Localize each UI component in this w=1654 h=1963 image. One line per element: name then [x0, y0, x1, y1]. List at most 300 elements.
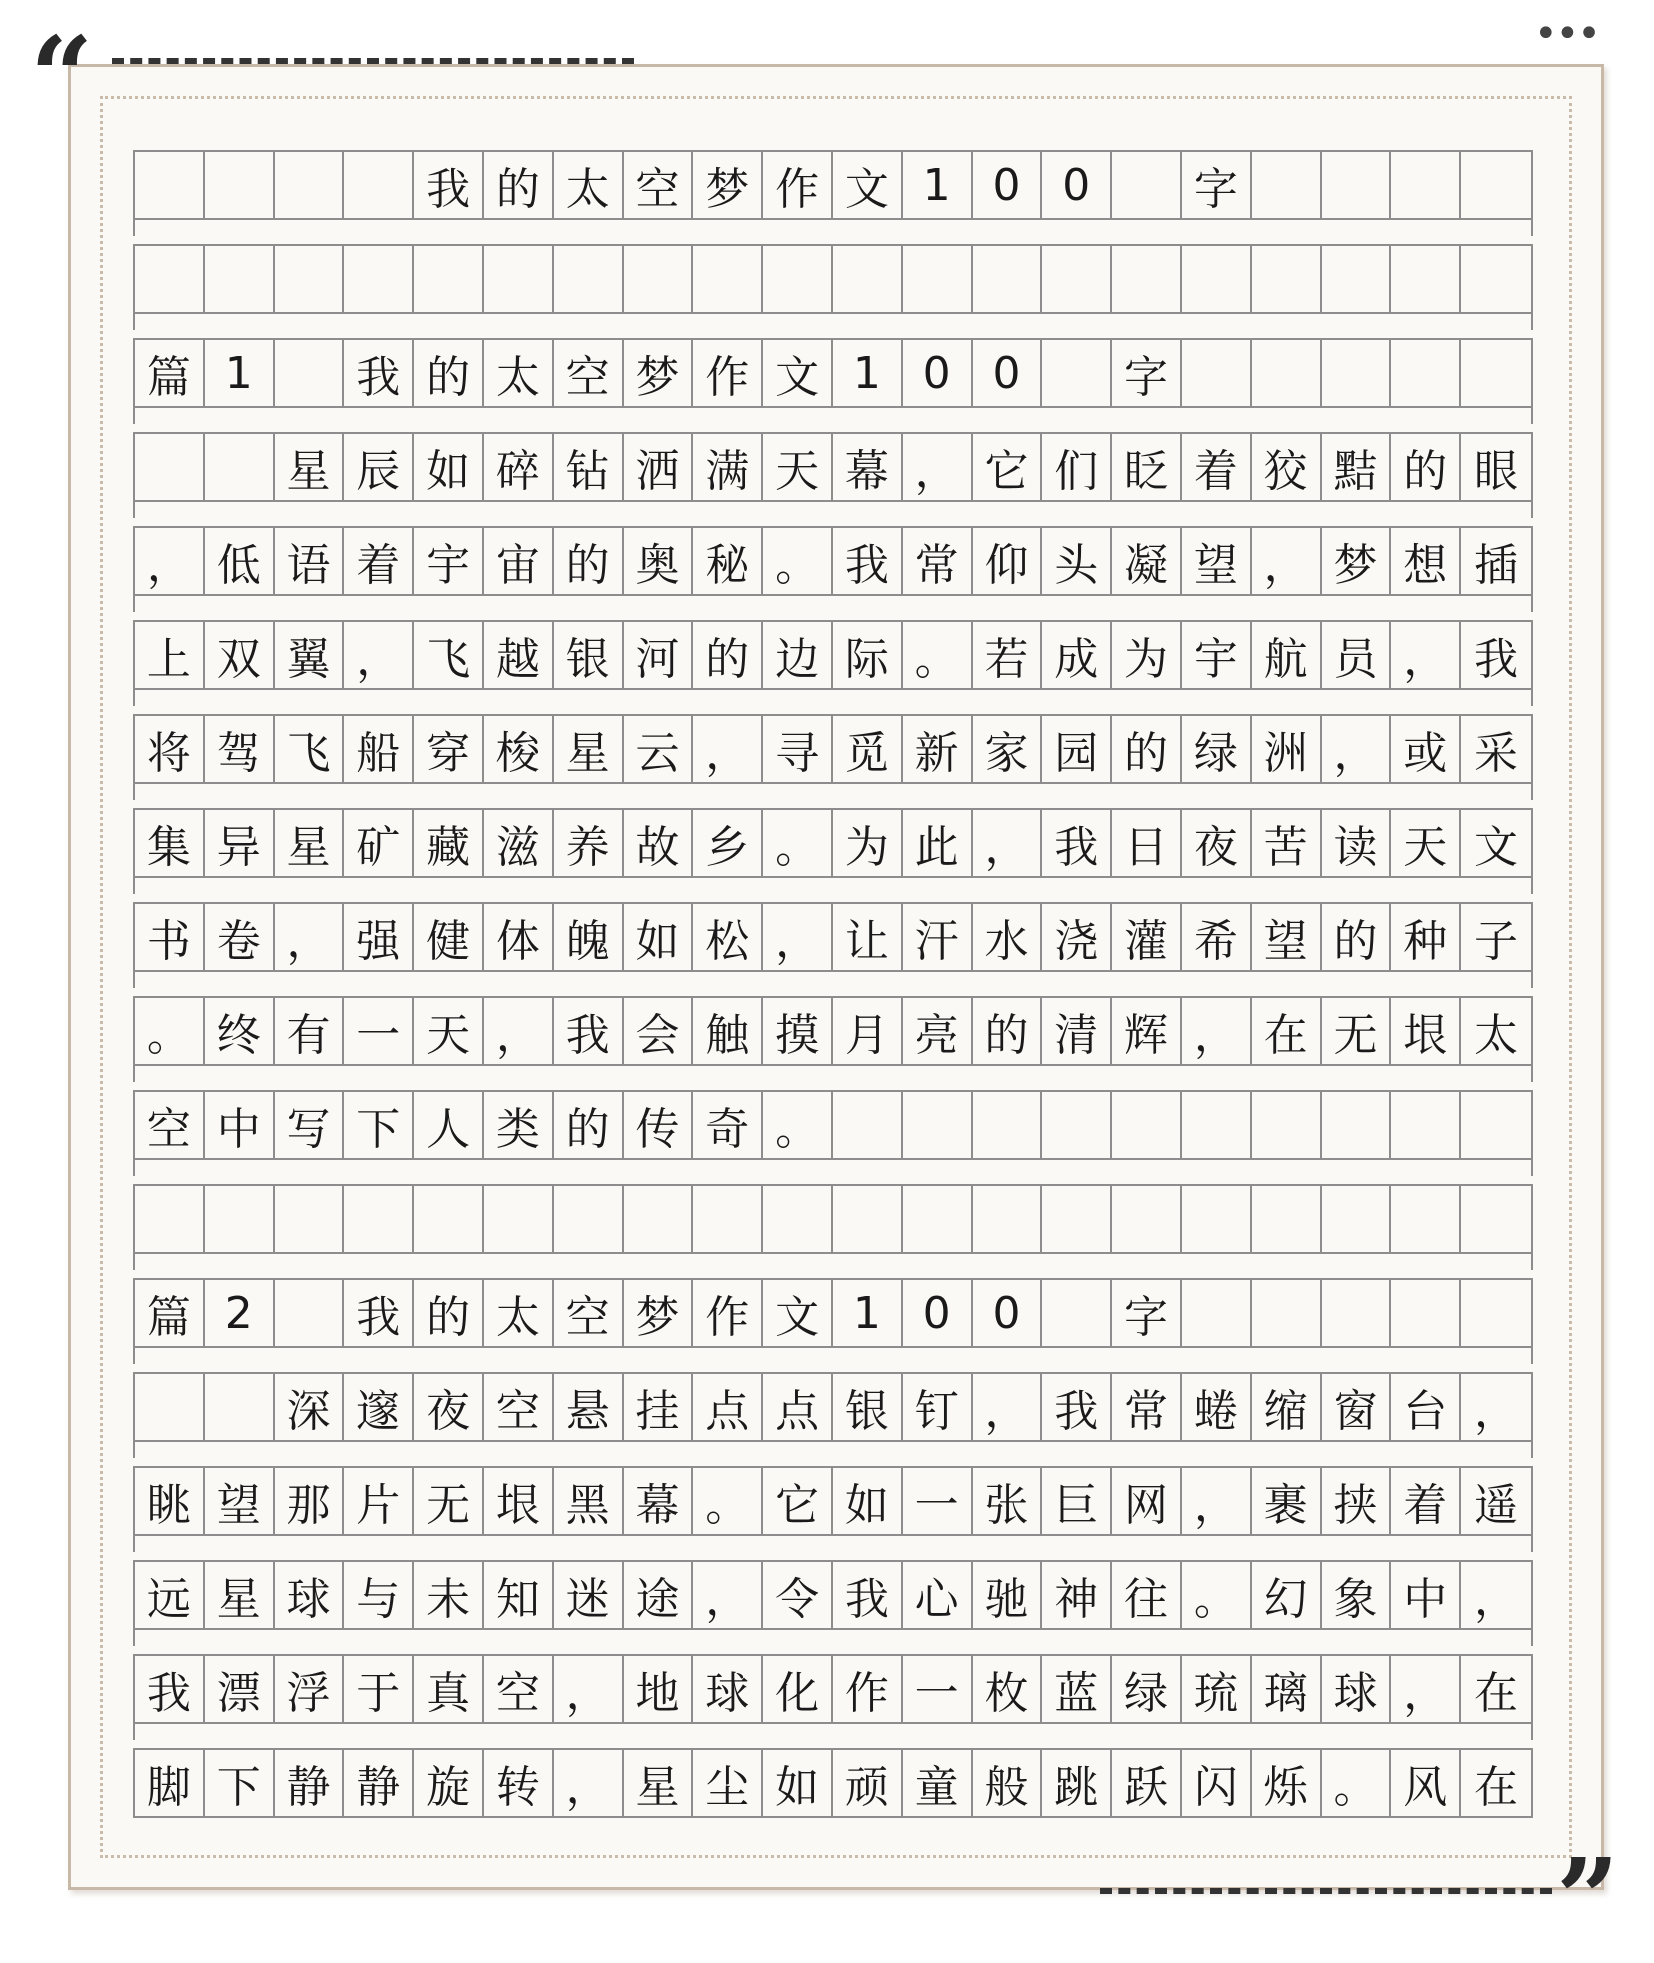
- row-gap: [133, 878, 1533, 894]
- grid-cell: 。: [693, 1468, 763, 1534]
- grid-cell: 文: [763, 1280, 833, 1346]
- grid-cell: 的: [414, 1280, 484, 1346]
- grid-cell: 浮: [275, 1656, 345, 1722]
- grid-cell: [1252, 1092, 1322, 1158]
- grid-row: [133, 338, 1533, 408]
- grid-cell: 台: [1391, 1374, 1461, 1440]
- grid-row: [133, 1748, 1533, 1818]
- grid-cell: [763, 1186, 833, 1252]
- grid-cell: [1252, 152, 1322, 218]
- grid-cell: 我: [554, 998, 624, 1064]
- grid-cell: 滋: [484, 810, 554, 876]
- grid-cell: 常: [903, 528, 973, 594]
- grid-cell: 窗: [1322, 1374, 1392, 1440]
- grid-cell: 会: [624, 998, 694, 1064]
- grid-row: [133, 808, 1533, 878]
- grid-cell: [135, 1374, 205, 1440]
- grid-cell: 日: [1112, 810, 1182, 876]
- grid-cell: 们: [1042, 434, 1112, 500]
- grid-cell: 绿: [1112, 1656, 1182, 1722]
- grid-cell: 童: [903, 1750, 973, 1816]
- grid-cell: 常: [1112, 1374, 1182, 1440]
- grid-cell: ，: [1182, 998, 1252, 1064]
- grid-cell: 挂: [624, 1374, 694, 1440]
- grid-cell: 夜: [414, 1374, 484, 1440]
- grid-cell: [973, 1092, 1043, 1158]
- grid-cell: ，: [344, 622, 414, 688]
- grid-cell: 着: [344, 528, 414, 594]
- grid-cell: ，: [973, 810, 1043, 876]
- grid-cell: 矿: [344, 810, 414, 876]
- grid-cell: 让: [833, 904, 903, 970]
- dashed-line-bottom: [1100, 1888, 1552, 1894]
- grid-cell: 幻: [1252, 1562, 1322, 1628]
- row-gap: [133, 314, 1533, 330]
- row-gap: [133, 220, 1533, 236]
- dashed-line-top: [112, 58, 634, 64]
- grid-cell: [1252, 1280, 1322, 1346]
- grid-cell: 令: [763, 1562, 833, 1628]
- grid-cell: 宙: [484, 528, 554, 594]
- grid-cell: [205, 434, 275, 500]
- grid-cell: 如: [833, 1468, 903, 1534]
- grid-cell: [1461, 246, 1531, 312]
- grid-cell: [135, 152, 205, 218]
- grid-cell: 我: [1042, 810, 1112, 876]
- grid-cell: 作: [833, 1656, 903, 1722]
- grid-cell: 上: [135, 622, 205, 688]
- grid-row: [133, 1184, 1533, 1254]
- grid-cell: [1322, 340, 1392, 406]
- grid-cell: [1252, 1186, 1322, 1252]
- row-gap: [133, 408, 1533, 424]
- grid-cell: 钻: [554, 434, 624, 500]
- grid-cell: [1182, 1280, 1252, 1346]
- grid-cell: 途: [624, 1562, 694, 1628]
- grid-cell: 。: [763, 810, 833, 876]
- grid-cell: 语: [275, 528, 345, 594]
- grid-cell: 篇: [135, 1280, 205, 1346]
- grid-cell: 张: [973, 1468, 1043, 1534]
- grid-cell: 。: [135, 998, 205, 1064]
- grid-cell: 我: [1474, 634, 1519, 685]
- grid-cell: 我: [135, 1656, 205, 1722]
- grid-cell: [344, 246, 414, 312]
- grid-cell: 我: [414, 152, 484, 218]
- grid-cell: 0: [903, 340, 973, 406]
- grid-cell: [205, 246, 275, 312]
- grid-cell: ，: [1322, 716, 1392, 782]
- grid-cell: [833, 1092, 903, 1158]
- grid-cell: 家: [973, 716, 1043, 782]
- grid-cell: 0: [1042, 152, 1112, 218]
- grid-cell: [135, 246, 205, 312]
- grid-cell: 觅: [833, 716, 903, 782]
- grid-cell: 的: [1391, 434, 1461, 500]
- grid-cell: 的: [693, 622, 763, 688]
- grid-cell: [1461, 1092, 1531, 1158]
- grid-cell: [554, 1186, 624, 1252]
- grid-cell: 有: [275, 998, 345, 1064]
- grid-cell: 0: [973, 152, 1043, 218]
- grid-cell: 集: [135, 810, 205, 876]
- grid-cell: 狡: [1252, 434, 1322, 500]
- grid-cell: [1252, 340, 1322, 406]
- grid-cell: 点: [693, 1374, 763, 1440]
- grid-cell: 太: [554, 152, 624, 218]
- grid-cell: ，: [554, 1750, 624, 1816]
- grid-cell: ，: [275, 904, 345, 970]
- grid-cell: 人: [414, 1092, 484, 1158]
- grid-cell: 化: [763, 1656, 833, 1722]
- grid-cell: 眼: [1474, 446, 1519, 497]
- grid-cell: 下: [205, 1750, 275, 1816]
- grid-cell: 双: [205, 622, 275, 688]
- grid-cell: 作: [693, 340, 763, 406]
- grid-cell: 藏: [414, 810, 484, 876]
- grid-cell: [1112, 1186, 1182, 1252]
- grid-cell: 太: [484, 1280, 554, 1346]
- grid-cell: 太: [1474, 1010, 1519, 1061]
- grid-cell: ，: [693, 1562, 763, 1628]
- grid-cell: 琉: [1182, 1656, 1252, 1722]
- grid-cell: 我: [344, 340, 414, 406]
- grid-cell: 中: [1391, 1562, 1461, 1628]
- grid-cell: 空: [554, 1280, 624, 1346]
- grid-cell: 月: [833, 998, 903, 1064]
- grid-row: [133, 1090, 1533, 1160]
- grid-cell: 触: [693, 998, 763, 1064]
- grid-cell: 灌: [1112, 904, 1182, 970]
- grid-cell: [1112, 1092, 1182, 1158]
- grid-cell: ，: [1391, 1656, 1461, 1722]
- grid-cell: 边: [763, 622, 833, 688]
- grid-cell: 无: [1322, 998, 1392, 1064]
- grid-cell: 奇: [693, 1092, 763, 1158]
- grid-cell: [973, 246, 1043, 312]
- grid-cell: 知: [484, 1562, 554, 1628]
- grid-cell: 无: [414, 1468, 484, 1534]
- row-gap: [133, 1724, 1533, 1740]
- grid-cell: [1391, 152, 1461, 218]
- grid-cell: 梦: [1322, 528, 1392, 594]
- grid-row: [133, 1372, 1533, 1442]
- grid-cell: [205, 152, 275, 218]
- grid-cell: 跳: [1042, 1750, 1112, 1816]
- grid-cell: 养: [554, 810, 624, 876]
- grid-cell: [1042, 1280, 1112, 1346]
- grid-cell: 辰: [344, 434, 414, 500]
- grid-cell: [763, 246, 833, 312]
- grid-cell: 空: [484, 1656, 554, 1722]
- row-gap: [133, 784, 1533, 800]
- grid-cell: 健: [414, 904, 484, 970]
- grid-cell: 空: [624, 152, 694, 218]
- grid-cell: 亮: [903, 998, 973, 1064]
- grid-cell: 云: [624, 716, 694, 782]
- grid-cell: 奥: [624, 528, 694, 594]
- grid-cell: 1: [903, 152, 973, 218]
- grid-cell: 文: [1474, 822, 1519, 873]
- grid-cell: [1182, 1186, 1252, 1252]
- grid-cell: [1461, 1280, 1531, 1346]
- grid-cell: [1461, 152, 1531, 218]
- grid-cell: 眺: [135, 1468, 205, 1534]
- grid-cell: 驰: [973, 1562, 1043, 1628]
- grid-cell: 故: [624, 810, 694, 876]
- grid-cell: ，: [973, 1374, 1043, 1440]
- grid-cell: 黠: [1322, 434, 1392, 500]
- manuscript-grid: [133, 150, 1533, 1813]
- grid-cell: [414, 1186, 484, 1252]
- grid-cell: 邃: [344, 1374, 414, 1440]
- grid-cell: [1042, 1186, 1112, 1252]
- grid-cell: 空: [554, 340, 624, 406]
- grid-cell: 。: [763, 528, 833, 594]
- grid-cell: 地: [624, 1656, 694, 1722]
- grid-cell: ，: [903, 434, 973, 500]
- grid-cell: 如: [414, 434, 484, 500]
- grid-cell: [833, 246, 903, 312]
- grid-cell: 眨: [1112, 434, 1182, 500]
- grid-cell: [344, 1186, 414, 1252]
- grid-cell: 摸: [763, 998, 833, 1064]
- grid-cell: [1391, 246, 1461, 312]
- grid-cell: 一: [903, 1656, 973, 1722]
- grid-cell: 的: [484, 152, 554, 218]
- grid-cell: 松: [693, 904, 763, 970]
- grid-cell: 垠: [484, 1468, 554, 1534]
- grid-cell: 洲: [1252, 716, 1322, 782]
- grid-cell: ，: [484, 998, 554, 1064]
- grid-cell: [344, 152, 414, 218]
- grid-cell: 传: [624, 1092, 694, 1158]
- grid-cell: 字: [1112, 340, 1182, 406]
- row-gap: [133, 972, 1533, 988]
- grid-row: [133, 996, 1533, 1066]
- grid-cell: [693, 1186, 763, 1252]
- grid-cell: 梦: [624, 1280, 694, 1346]
- grid-cell: [1391, 1280, 1461, 1346]
- grid-cell: 异: [205, 810, 275, 876]
- grid-cell: [1322, 246, 1392, 312]
- grid-cell: 低: [205, 528, 275, 594]
- grid-cell: [1182, 246, 1252, 312]
- open-quote-icon: “: [30, 12, 94, 141]
- grid-cell: ，: [1252, 528, 1322, 594]
- grid-cell: [1112, 246, 1182, 312]
- grid-cell: 书: [135, 904, 205, 970]
- grid-cell: [275, 152, 345, 218]
- grid-cell: [903, 1092, 973, 1158]
- grid-cell: 字: [1112, 1280, 1182, 1346]
- grid-cell: 想: [1391, 528, 1461, 594]
- grid-cell: 若: [973, 622, 1043, 688]
- grid-cell: 0: [973, 1280, 1043, 1346]
- row-gap: [133, 1348, 1533, 1364]
- grid-cell: 苦: [1252, 810, 1322, 876]
- grid-cell: 转: [484, 1750, 554, 1816]
- grid-row: [133, 1278, 1533, 1348]
- grid-cell: 宇: [1182, 622, 1252, 688]
- grid-cell: 中: [205, 1092, 275, 1158]
- grid-cell: 静: [344, 1750, 414, 1816]
- grid-cell: 在: [1474, 1668, 1519, 1719]
- grid-cell: 在: [1474, 1762, 1519, 1813]
- grid-cell: [1322, 1280, 1392, 1346]
- grid-cell: 梦: [693, 152, 763, 218]
- grid-row: [133, 1560, 1533, 1630]
- grid-cell: [833, 1186, 903, 1252]
- grid-cell: 天: [763, 434, 833, 500]
- close-quote-icon: ”: [1556, 1834, 1620, 1963]
- grid-cell: 悬: [554, 1374, 624, 1440]
- grid-cell: ，: [693, 716, 763, 782]
- grid-cell: ，: [554, 1656, 624, 1722]
- grid-cell: [624, 246, 694, 312]
- grid-cell: 片: [344, 1468, 414, 1534]
- grid-cell: 远: [135, 1562, 205, 1628]
- grid-cell: 1: [205, 340, 275, 406]
- grid-cell: 梦: [624, 340, 694, 406]
- row-gap: [133, 596, 1533, 612]
- grid-cell: 星: [275, 434, 345, 500]
- grid-cell: [1182, 1092, 1252, 1158]
- grid-cell: 2: [205, 1280, 275, 1346]
- grid-cell: 终: [205, 998, 275, 1064]
- grid-cell: [1112, 152, 1182, 218]
- grid-cell: 一: [903, 1468, 973, 1534]
- grid-cell: 成: [1042, 622, 1112, 688]
- grid-cell: 水: [973, 904, 1043, 970]
- grid-cell: 我: [833, 1562, 903, 1628]
- grid-cell: 洒: [624, 434, 694, 500]
- grid-cell: 类: [484, 1092, 554, 1158]
- grid-cell: 幕: [624, 1468, 694, 1534]
- grid-cell: [624, 1186, 694, 1252]
- grid-cell: 星: [275, 810, 345, 876]
- grid-cell: 希: [1182, 904, 1252, 970]
- grid-cell: 缩: [1252, 1374, 1322, 1440]
- grid-cell: 望: [1252, 904, 1322, 970]
- row-gap: [133, 1630, 1533, 1646]
- row-gap: [133, 1066, 1533, 1082]
- grid-cell: 仰: [973, 528, 1043, 594]
- grid-cell: 的: [554, 1092, 624, 1158]
- grid-cell: 卷: [205, 904, 275, 970]
- grid-cell: 写: [275, 1092, 345, 1158]
- grid-cell: 垠: [1391, 998, 1461, 1064]
- grid-cell: 飞: [275, 716, 345, 782]
- grid-cell: [1042, 246, 1112, 312]
- grid-cell: 象: [1322, 1562, 1392, 1628]
- grid-cell: [973, 1186, 1043, 1252]
- grid-cell: 我: [1042, 1374, 1112, 1440]
- grid-cell: 我: [344, 1280, 414, 1346]
- grid-cell: 为: [833, 810, 903, 876]
- grid-cell: 风: [1391, 1750, 1461, 1816]
- grid-cell: 星: [554, 716, 624, 782]
- grid-cell: 际: [833, 622, 903, 688]
- grid-cell: 子: [1474, 916, 1519, 967]
- grid-cell: 星: [624, 1750, 694, 1816]
- grid-cell: [693, 246, 763, 312]
- grid-cell: 真: [414, 1656, 484, 1722]
- grid-cell: 脚: [135, 1750, 205, 1816]
- grid-cell: [205, 1186, 275, 1252]
- grid-cell: 驾: [205, 716, 275, 782]
- grid-cell: 清: [1042, 998, 1112, 1064]
- row-gap: [133, 1254, 1533, 1270]
- grid-cell: 巨: [1042, 1468, 1112, 1534]
- grid-row: [133, 526, 1533, 596]
- grid-cell: ，: [763, 904, 833, 970]
- grid-cell: 烁: [1252, 1750, 1322, 1816]
- grid-cell: 遥: [1474, 1480, 1519, 1531]
- grid-cell: 。: [1182, 1562, 1252, 1628]
- grid-cell: [275, 1186, 345, 1252]
- grid-cell: 与: [344, 1562, 414, 1628]
- grid-cell: [414, 246, 484, 312]
- grid-cell: 的: [1322, 904, 1392, 970]
- grid-cell: 浇: [1042, 904, 1112, 970]
- grid-cell: ，: [1182, 1468, 1252, 1534]
- more-icon[interactable]: •••: [1534, 11, 1599, 57]
- grid-cell: 那: [275, 1468, 345, 1534]
- grid-cell: [1322, 152, 1392, 218]
- grid-cell: [135, 1186, 205, 1252]
- grid-cell: 的: [973, 998, 1043, 1064]
- grid-cell: 空: [484, 1374, 554, 1440]
- grid-cell: 乡: [693, 810, 763, 876]
- grid-cell: 闪: [1182, 1750, 1252, 1816]
- grid-cell: 枚: [973, 1656, 1043, 1722]
- grid-cell: 迷: [554, 1562, 624, 1628]
- grid-cell: 蜷: [1182, 1374, 1252, 1440]
- grid-cell: [135, 434, 205, 500]
- grid-cell: 头: [1042, 528, 1112, 594]
- grid-cell: 深: [275, 1374, 345, 1440]
- grid-cell: [1182, 340, 1252, 406]
- grid-cell: 凝: [1112, 528, 1182, 594]
- grid-cell: 网: [1112, 1468, 1182, 1534]
- grid-cell: 文: [833, 152, 903, 218]
- grid-cell: 我: [833, 528, 903, 594]
- grid-cell: 漂: [205, 1656, 275, 1722]
- grid-row: [133, 714, 1533, 784]
- grid-cell: 球: [275, 1562, 345, 1628]
- grid-cell: 挟: [1322, 1468, 1392, 1534]
- grid-cell: 船: [344, 716, 414, 782]
- grid-cell: [903, 1186, 973, 1252]
- grid-cell: [484, 1186, 554, 1252]
- grid-cell: [205, 1374, 275, 1440]
- grid-cell: 球: [1322, 1656, 1392, 1722]
- row-gap: [133, 1160, 1533, 1176]
- grid-cell: 幕: [833, 434, 903, 500]
- grid-cell: 般: [973, 1750, 1043, 1816]
- grid-cell: 的: [1112, 716, 1182, 782]
- row-gap: [133, 502, 1533, 518]
- grid-cell: 蓝: [1042, 1656, 1112, 1722]
- grid-cell: 的: [414, 340, 484, 406]
- row-gap: [133, 690, 1533, 706]
- grid-cell: 0: [973, 340, 1043, 406]
- grid-cell: 银: [833, 1374, 903, 1440]
- grid-cell: 在: [1252, 998, 1322, 1064]
- grid-cell: 心: [903, 1562, 973, 1628]
- grid-cell: [1252, 246, 1322, 312]
